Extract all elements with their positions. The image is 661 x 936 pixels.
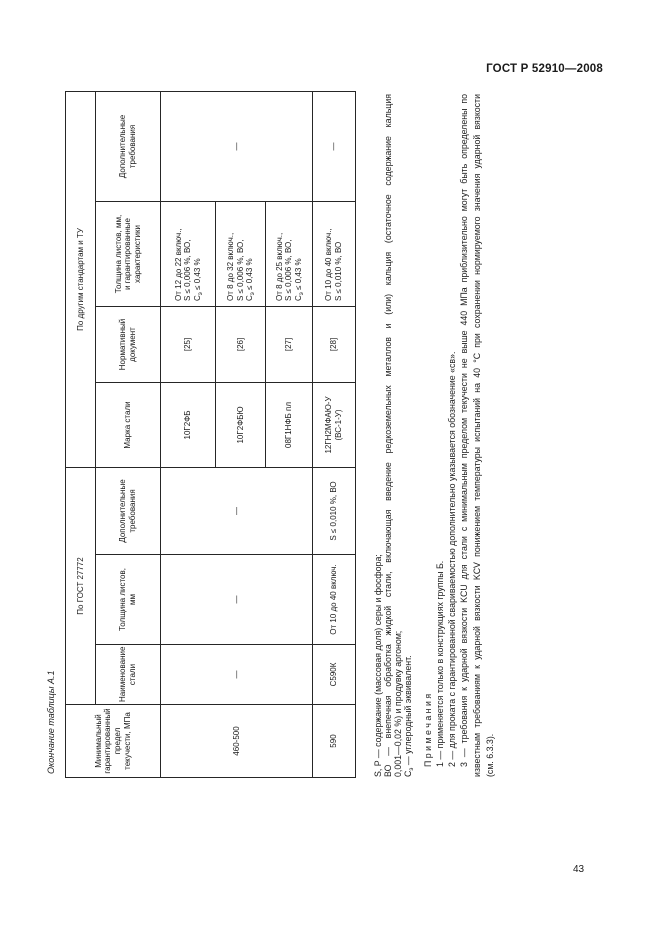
header-line: Нормативный (118, 318, 128, 371)
cell-yield: 460-500 (161, 705, 313, 778)
header-line: требования (128, 489, 137, 533)
cell-grade: 10Г2ФБЮ (216, 382, 266, 467)
cell-gost-thickness: От 10 до 40 включ. (313, 555, 356, 645)
header-line: текучести, МПа (122, 712, 132, 770)
spec-carbon-equivalent (193, 204, 203, 301)
document-id: ГОСТ Р 52910—2008 (486, 63, 603, 75)
table-row (161, 91, 216, 777)
spec-sulfur: S ≤ 0,006 %, ВО, (284, 239, 294, 301)
legend-carbon-equivalent (403, 655, 413, 777)
cell-other-extra: — (313, 91, 356, 201)
header-line: мм (128, 594, 137, 605)
header-line: Дополнительные (118, 479, 128, 543)
header-other-grade (96, 382, 161, 467)
spec-carbon-equivalent (294, 204, 304, 301)
rotated-table-area (40, 92, 505, 780)
ce-symbol: С (293, 295, 303, 301)
header-line: Толщина листов, мм, (113, 214, 123, 294)
ce-symbol: С (245, 295, 255, 301)
ce-value: ≤ 0,43 % (293, 258, 303, 293)
header-line: предел (113, 727, 122, 755)
column-header-row (96, 91, 161, 777)
header-line: стали (128, 663, 137, 686)
spec-range: От 8 до 32 включ., (226, 232, 236, 301)
spec-range: От 12 до 22 включ., (173, 228, 183, 301)
cell-spec (161, 201, 216, 306)
group-header-gost: По ГОСТ 27772 (66, 467, 96, 704)
header-other-extra (96, 91, 161, 201)
note-1: 1 — применяется только в конструкциях группы Б. (435, 560, 445, 767)
table-caption: Окончание таблицы А.1 (46, 670, 56, 774)
header-line: требования (128, 124, 137, 169)
header-line: документ (128, 327, 137, 362)
ce-symbol: С (192, 295, 202, 301)
notes-title: П р и м е ч а н и я (423, 693, 433, 767)
header-line: Минимальный (93, 714, 103, 768)
spec-range: От 10 до 40 включ., (324, 228, 334, 301)
ce-description: — углеродный эквивалент. (403, 655, 413, 768)
grade-line: (ВС-1-У) (334, 409, 343, 441)
ce-subscript: э (250, 292, 257, 296)
group-header-row (66, 91, 96, 777)
header-line: Дополнительные (118, 114, 128, 179)
cell-other-extra: — (161, 91, 313, 201)
table-row (313, 91, 356, 777)
header-line: и гарантированные (123, 218, 133, 290)
ce-subscript: э (409, 767, 415, 771)
header-gost-extra (96, 467, 161, 554)
cell-grade: 10Г2ФБ (161, 382, 216, 467)
grade-line: 12ГН2МФАЮ-У (324, 396, 334, 454)
cell-gost-extra: S ≤ 0,010 %, ВО (313, 467, 356, 554)
ce-value: ≤ 0,43 % (245, 258, 255, 293)
header-other-spec (96, 201, 161, 306)
cell-grade: 08Г1НФБ пл (266, 382, 313, 467)
cell-yield: 590 (313, 705, 356, 778)
header-line: Марка стали (123, 401, 133, 449)
note-2: 2 — для проката с гарантированной свариваемостью дополнительно указывается обозначение «св». (447, 351, 457, 767)
cell-gost-name: — (161, 645, 313, 705)
spec-sulfur: S ≤ 0,006 %, ВО, (235, 239, 245, 301)
spec-range: От 8 до 25 включ., (274, 232, 284, 301)
cell-gost-extra: — (161, 467, 313, 554)
cell-doc: [28] (313, 306, 356, 382)
ce-subscript: э (197, 292, 204, 296)
header-yield-strength (66, 705, 161, 778)
cell-spec (313, 201, 356, 306)
cell-doc: [26] (216, 306, 266, 382)
cell-spec (216, 201, 266, 306)
spec-sulfur: S ≤ 0,010 %, ВО (334, 241, 343, 301)
legend-vo-continued: 0,001—0,02 %) и продувку аргоном; (393, 630, 403, 777)
header-line: Толщина листов, (118, 568, 128, 631)
cell-doc: [27] (266, 306, 313, 382)
cell-gost-thickness: — (161, 555, 313, 645)
steel-grades-table (65, 91, 356, 778)
legend-sulfur-phosphorus: S, P — содержание (массовая доля) серы и фосфора; (373, 554, 383, 777)
header-line: характеристики (132, 225, 142, 283)
header-gost-name (96, 645, 161, 705)
ce-subscript: э (298, 292, 305, 296)
note-3-end: (см. 6.3.3). (485, 733, 495, 777)
spec-sulfur: S ≤ 0,006 %, ВО, (183, 239, 193, 301)
header-gost-thickness (96, 555, 161, 645)
ce-value: ≤ 0,43 % (192, 258, 202, 293)
cell-grade (313, 382, 356, 467)
note-3-continued: известным требованиям к ударной вязкости KCV понижением температуры испытаний на 40 °С при сохранении нормируемого значения ударной вязкости (472, 94, 482, 777)
note-3: 3 — требования к ударной вязкости KCU для стали с минимальным пределом текучести не выше 440 МПа приблизительно могут быть определены по (459, 94, 469, 767)
header-other-doc (96, 306, 161, 382)
group-header-other: По другим стандартам и ТУ (66, 91, 96, 467)
spec-carbon-equivalent (245, 204, 255, 301)
legend-vo: ВО — внепечная обработка жидкой стали, включающая введение редкоземельных металлов и (или) кальция (остаточное содержание кальция (383, 94, 393, 777)
header-line: Наименование (118, 646, 128, 702)
cell-gost-name: С590К (313, 645, 356, 705)
ce-symbol: С (403, 770, 413, 777)
header-line: гарантированный (103, 708, 113, 774)
cell-doc: [25] (161, 306, 216, 382)
cell-spec (266, 201, 313, 306)
page-number: 43 (573, 864, 585, 875)
